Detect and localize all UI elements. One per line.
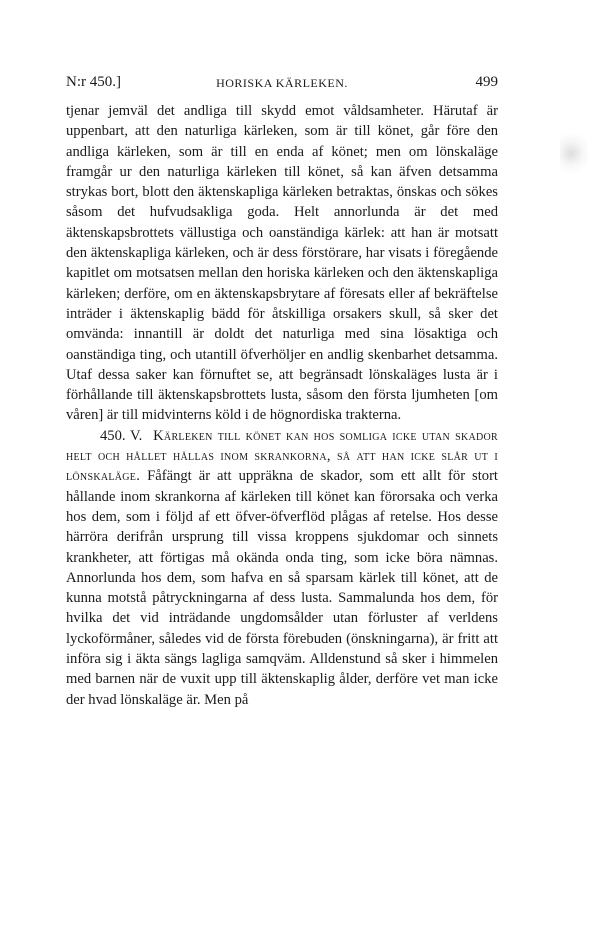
section-number: 450. V. <box>100 427 143 444</box>
running-header <box>66 72 498 92</box>
section-heading: Kärleken till könet kan hos somliga icke utan skador helt och hållet hållas inom skrankorna, så att han icke slår ut i lönskaläge. <box>66 427 498 485</box>
section-reference: N:r 450.] <box>66 74 121 90</box>
paragraph-continuation: tjenar jemväl det andliga till skydd emot våldsamheter. Härutaf är uppenbart, att den naturliga kärleken, som är till könet, går före den andliga kärleken, som är till en enda af könet; men om lönskaläge framgår ur den naturliga kärleken till könet, så kan äfven detsamma strykas bort, blott den äktenskapliga kärleken betraktas, önskas och sökes såsom det hufvudsakliga goda. Helt annorlunda är det med äktenskapsbrottets vällustiga och oanständiga kärlek: att han är motsatt den äktenskapliga kärleken, och är dess förstörare, har visats i föregående kapitlet om motsatsen mellan den horiska kärleken och den äktenskapliga kärleken; derföre, om en äktenskapsbrytare af föresats eller af bekräftelse inträder i äktenskaplig bädd för åtskilliga orsakers skull, så sker det omvända: innantill är doldt det naturliga med sina lösaktiga och oanständiga ting, och utantill öfverhöljer en andlig skenbarhet detsamma. Utaf dessa saker kan förnuftet se, att begränsadt lönskaläges lusta är i förhållande till äktenskapsbrottets lusta, såsom den första ljumheten [om våren] är till midvinterns köld i de högnordiska trakterna. <box>66 103 498 424</box>
page-number: 499 <box>475 74 498 90</box>
body-text <box>66 101 498 710</box>
scan-speck <box>560 128 588 178</box>
section-body: Fåfängt är att uppräkna de skador, som ett allt för stort hållande inom skrankorna af kärleken till könet kan förorsaka och verka hos dem, som i följd af ett öfver-öfverflöd plågas af retelse. Hos desse härröra derifrån ursprung till vissa kroppens sjukdomar och sinnets krankheter, att förtigas må okända onda ting, som icke böra nämnas. Annorlunda hos dem, som hafva en så sparsam kärlek till könet, att de kunna motstå påtryckningarna af dess lusta. Sammalunda hos dem, för hvilka det vid inträdande ungdomsålder utan förluster af verldens lyckoförmåner, således vid de första förebuden (önskningarna), är fritt att införa sig i äkta sängs lagliga samqväm. Alldenstund så sker i himmelen med barnen när de vuxit upp till äktenskaplig ålder, derföre vet man icke der hvad lönskaläge är. Men på <box>66 468 498 708</box>
paragraph-section-450 <box>66 426 498 710</box>
running-title: HORISKA KÄRLEKEN. <box>216 76 348 90</box>
book-page <box>66 72 498 710</box>
